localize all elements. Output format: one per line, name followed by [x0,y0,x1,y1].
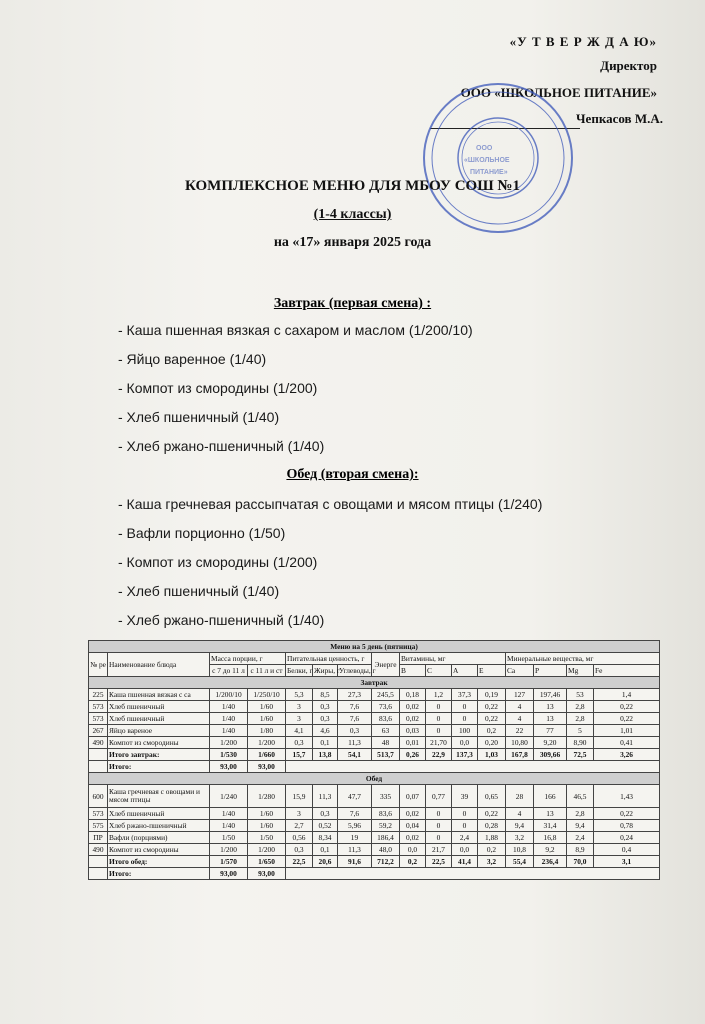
table-cell: Яйцо вареное [108,725,210,737]
table-row [89,844,660,856]
table-cell: 1/570 [210,856,248,868]
table-cell: 3,1 [594,856,660,868]
table-cell: 5,96 [338,820,372,832]
table-cell: 0,22 [594,713,660,725]
table-cell: 83,6 [372,808,400,820]
table-cell: 3,2 [506,832,534,844]
table-cell: 0,78 [594,820,660,832]
lunch-item: - Вафли порционно (1/50) [118,525,286,541]
table-cell: 3,26 [594,749,660,761]
table-cell: 1/50 [210,832,248,844]
table-cell: 490 [89,844,108,856]
table-cell: 0,04 [400,820,426,832]
table-cell: 7,6 [338,808,372,820]
table-cell: 0 [452,820,478,832]
table-cell: 1/40 [210,725,248,737]
table-cell: 8,90 [567,737,594,749]
table-cell: 1,01 [594,725,660,737]
table-cell: 0 [426,701,452,713]
table-cell: 4,6 [313,725,338,737]
table-cell: 309,66 [534,749,567,761]
table-row [89,689,660,701]
table-row [89,725,660,737]
table-cell: 100 [452,725,478,737]
table-cell: 22 [506,725,534,737]
svg-text:ООО: ООО [476,145,493,152]
table-cell: Хлеб пшеничный [108,713,210,725]
table-cell: 1/200 [210,737,248,749]
table-cell: 600 [89,785,108,808]
table-cell: 1/40 [210,808,248,820]
table-cell: 0,2 [478,844,506,856]
col-minerals-header: Минеральные вещества, мг [506,653,660,665]
table-cell: 1/50 [248,832,286,844]
breakfast-heading: Завтрак (первая смена) : [273,296,432,311]
col-age2-header: с 11 л и ст [248,665,286,677]
table-cell: 0,28 [478,820,506,832]
table-cell: 3 [286,701,313,713]
table-cell: 1,2 [426,689,452,701]
table-cell: 186,4 [372,832,400,844]
table-cell: 0,3 [286,844,313,856]
nutrition-table [88,640,660,880]
table-cell: 63 [372,725,400,737]
table-cell: 53 [567,689,594,701]
breakfast-item: - Яйцо варенное (1/40) [118,351,267,367]
table-cell: 0,0 [452,844,478,856]
table-cell: 1/80 [248,725,286,737]
table-cell: 335 [372,785,400,808]
menu-date: на «17» января 2025 года [273,235,432,250]
approve-label: «У Т В Е Р Ж Д А Ю» [509,34,657,49]
breakfast-list [118,320,473,465]
table-cell: 1/60 [248,701,286,713]
col-protein-header: Белки, г [287,666,313,675]
col-vitamins-header: Витамины, мг [400,653,506,665]
table-cell: 72,5 [567,749,594,761]
table-cell: Компот из смородины [108,844,210,856]
table-cell: 7,6 [338,713,372,725]
table-cell: 0,56 [286,832,313,844]
table-cell: 70,0 [567,856,594,868]
table-cell: 490 [89,737,108,749]
table-cell: 8,34 [313,832,338,844]
table-cell: 236,4 [534,856,567,868]
director-position: Директор [600,58,657,73]
table-cell: 21,70 [426,737,452,749]
table-cell: 1,4 [594,689,660,701]
table-cell: 573 [89,713,108,725]
table-cell: 7,6 [338,701,372,713]
breakfast-price-row [89,761,660,773]
table-cell: 0,4 [594,844,660,856]
table-cell: 16,8 [534,832,567,844]
table-cell: 0 [426,808,452,820]
lunch-item: - Хлеб ржано-пшеничный (1/40) [118,612,325,628]
table-cell: 0,52 [313,820,338,832]
table-cell: 0,3 [338,725,372,737]
table-cell: 2,8 [567,808,594,820]
table-cell: 1/40 [210,820,248,832]
table-row [89,713,660,725]
table-cell: Компот из смородины [108,737,210,749]
table-cell: 93,00 [248,761,286,773]
table-cell-empty [286,868,660,880]
table-cell: 0,22 [478,713,506,725]
table-cell: 0,22 [478,808,506,820]
table-cell: Итого обед: [108,856,210,868]
table-cell [89,749,108,761]
table-cell: 11,3 [313,785,338,808]
col-carb-header: Углеводы, г [339,666,376,675]
table-cell: 0,02 [400,832,426,844]
table-cell: 0,22 [594,808,660,820]
table-cell: 1/650 [248,856,286,868]
table-cell: 1/200 [248,737,286,749]
table-cell: 137,3 [452,749,478,761]
table-cell: 0 [452,701,478,713]
table-cell: 0 [426,832,452,844]
table-cell: 0 [426,713,452,725]
col-energy-header: Энерге [372,653,400,677]
table-cell: Вафли (порциями) [108,832,210,844]
table-cell: 5,3 [286,689,313,701]
table-cell: 0,24 [594,832,660,844]
table-cell [89,868,108,880]
document-title: КОМПЛЕКСНОЕ МЕНЮ ДЛЯ МБОУ СОШ №1 [184,178,520,194]
table-cell: 1/200 [248,844,286,856]
table-cell: 127 [506,689,534,701]
table-cell: 0,02 [400,701,426,713]
table-cell: 167,8 [506,749,534,761]
table-cell: 28 [506,785,534,808]
breakfast-item: - Хлеб пшеничный (1/40) [118,409,280,425]
table-cell: 2,4 [452,832,478,844]
breakfast-section-label: Завтрак [89,677,660,689]
table-cell: 3 [286,808,313,820]
nutrition-table-container [88,640,659,880]
lunch-heading: Обед (вторая смена): [286,467,419,482]
grade-range: (1-4 классы) [313,207,392,222]
table-cell: 15,9 [286,785,313,808]
table-cell [89,856,108,868]
table-cell: Итого: [108,761,210,773]
table-cell: 0,3 [313,808,338,820]
breakfast-item: - Хлеб ржано-пшеничный (1/40) [118,438,325,454]
lunch-item: - Хлеб пшеничный (1/40) [118,583,280,599]
table-cell: Хлеб пшеничный [108,808,210,820]
table-cell: Хлеб пшеничный [108,701,210,713]
table-cell: 0,2 [400,856,426,868]
col-name-header: Наименование блюда [108,653,210,677]
table-cell: Итого: [108,868,210,880]
table-cell: 1/660 [248,749,286,761]
table-cell: 1,03 [478,749,506,761]
table-cell: 513,7 [372,749,400,761]
table-cell: 0 [426,820,452,832]
table-cell: 39 [452,785,478,808]
table-cell: 0 [452,808,478,820]
table-cell: 0,26 [400,749,426,761]
table-cell: 0,22 [594,701,660,713]
table-cell: 37,3 [452,689,478,701]
table-cell: 4,1 [286,725,313,737]
table-row [89,737,660,749]
table-cell: 4 [506,713,534,725]
table-cell: 0,3 [313,701,338,713]
col-vitE-header: E [478,665,506,677]
table-cell: 2,4 [567,832,594,844]
table-cell: 77 [534,725,567,737]
table-cell: 2,8 [567,713,594,725]
table-row [89,701,660,713]
table-cell: 20,6 [313,856,338,868]
table-cell: 9,4 [567,820,594,832]
table-cell: 1/60 [248,713,286,725]
table-cell: 11,3 [338,737,372,749]
table-cell: 0,1 [313,737,338,749]
table-cell: 13,8 [313,749,338,761]
table-cell: 22,5 [286,856,313,868]
table-cell: 31,4 [534,820,567,832]
table-cell: 9,2 [534,844,567,856]
col-nutrition-header: Питательная ценность, г [286,653,372,665]
table-cell: 11,3 [338,844,372,856]
table-cell: 1/40 [210,713,248,725]
table-cell: 1/200/10 [210,689,248,701]
table-cell: 4 [506,808,534,820]
table-cell: 267 [89,725,108,737]
table-cell: 2,7 [286,820,313,832]
table-cell: 22,9 [426,749,452,761]
table-cell: 0,41 [594,737,660,749]
table-cell: 13 [534,713,567,725]
signatory-name: Чепкасов М.А. [576,111,663,126]
table-cell: 41,4 [452,856,478,868]
table-cell: 1/40 [210,701,248,713]
table-cell: 91,6 [338,856,372,868]
table-cell: Итого завтрак: [108,749,210,761]
lunch-price-row [89,868,660,880]
lunch-item: - Каша гречневая рассыпчатая с овощами и мясом птицы (1/240) [118,496,543,512]
table-cell: 573 [89,808,108,820]
table-cell: 9,20 [534,737,567,749]
table-cell: 27,3 [338,689,372,701]
table-cell: 8,5 [313,689,338,701]
table-cell: 0,65 [478,785,506,808]
table-cell: 47,7 [338,785,372,808]
table-cell: 59,2 [372,820,400,832]
table-cell: 575 [89,820,108,832]
company-name: ООО «ШКОЛЬНОЕ ПИТАНИЕ» [460,85,657,100]
table-cell: 1/280 [248,785,286,808]
table-cell: 93,00 [248,868,286,880]
breakfast-item: - Каша пшенная вязкая с сахаром и маслом (1/200/10) [118,322,473,338]
lunch-item: - Компот из смородины (1/200) [118,554,318,570]
table-cell: 197,46 [534,689,567,701]
table-cell: Каша пшенная вязкая с са [108,689,210,701]
table-cell: Хлеб ржано-пшеничный [108,820,210,832]
table-cell: 10,8 [506,844,534,856]
table-cell: 48 [372,737,400,749]
table-cell: 21,7 [426,844,452,856]
table-cell: 0,02 [400,808,426,820]
col-p-header: P [534,665,567,677]
table-cell: 8,9 [567,844,594,856]
table-cell: 0,0 [452,737,478,749]
table-cell: 0 [452,713,478,725]
table-cell: 712,2 [372,856,400,868]
table-cell: 1/200 [210,844,248,856]
table-cell: 55,4 [506,856,534,868]
table-cell: 0,3 [313,713,338,725]
col-fat-header: Жиры, г [314,666,340,675]
table-cell: 0,19 [478,689,506,701]
table-cell: 10,80 [506,737,534,749]
table-cell: 19 [338,832,372,844]
table-cell: 3,2 [478,856,506,868]
table-cell: 225 [89,689,108,701]
col-mg-header: Mg [567,665,594,677]
table-cell: 0,20 [478,737,506,749]
table-cell: 0,1 [313,844,338,856]
col-fe-header: Fe [594,665,660,677]
table-cell: 0,03 [400,725,426,737]
table-cell: 1/60 [248,808,286,820]
lunch-list [118,494,542,639]
lunch-section-label: Обед [89,773,660,785]
table-cell: 15,7 [286,749,313,761]
table-cell: 83,6 [372,713,400,725]
table-row [89,785,660,808]
table-cell: 22,5 [426,856,452,868]
table-cell: 0,22 [478,701,506,713]
col-num-header: № ре [89,653,108,677]
table-cell [89,761,108,773]
table-cell: 573 [89,701,108,713]
table-row [89,808,660,820]
table-cell: 73,6 [372,701,400,713]
table-cell: 0,02 [400,713,426,725]
breakfast-total-row [89,749,660,761]
table-cell: 0,18 [400,689,426,701]
svg-text:ПИТАНИЕ»: ПИТАНИЕ» [470,169,508,176]
lunch-total-row [89,856,660,868]
table-row [89,832,660,844]
table-cell: 0,3 [286,737,313,749]
table-cell: 46,5 [567,785,594,808]
table-title: Меню на 5 день (пятница) [89,641,660,653]
breakfast-item: - Компот из смородины (1/200) [118,380,318,396]
table-cell: 2,8 [567,701,594,713]
table-cell: 5 [567,725,594,737]
table-cell: 1/250/10 [248,689,286,701]
table-cell: 1,43 [594,785,660,808]
table-cell: 9,4 [506,820,534,832]
table-cell: 0,07 [400,785,426,808]
table-cell: 245,5 [372,689,400,701]
table-cell-empty [286,761,660,773]
col-vitC-header: C [426,665,452,677]
table-cell: 4 [506,701,534,713]
col-vitA-header: A [452,665,478,677]
table-cell: 0,77 [426,785,452,808]
table-cell: 1/530 [210,749,248,761]
table-cell: 0,2 [478,725,506,737]
table-row [89,820,660,832]
table-cell: 93,00 [210,868,248,880]
table-cell: 1/240 [210,785,248,808]
table-cell: 0,01 [400,737,426,749]
table-cell: 1/60 [248,820,286,832]
table-cell: 54,1 [338,749,372,761]
table-cell: 3 [286,713,313,725]
table-cell: 0 [426,725,452,737]
col-mass-header: Масса порции, г [210,653,286,665]
table-cell: 0,0 [400,844,426,856]
table-cell: 13 [534,701,567,713]
table-cell: 93,00 [210,761,248,773]
table-cell: 48,0 [372,844,400,856]
table-cell: 1,88 [478,832,506,844]
table-cell: Каша гречневая с овощами и мясом птицы [108,785,210,808]
table-cell: 166 [534,785,567,808]
col-vitB-header: B [400,665,426,677]
svg-text:«ШКОЛЬНОЕ: «ШКОЛЬНОЕ [464,157,510,164]
table-cell: 13 [534,808,567,820]
col-age1-header: с 7 до 11 л [210,665,248,677]
col-ca-header: Ca [506,665,534,677]
table-cell: ПР [89,832,108,844]
